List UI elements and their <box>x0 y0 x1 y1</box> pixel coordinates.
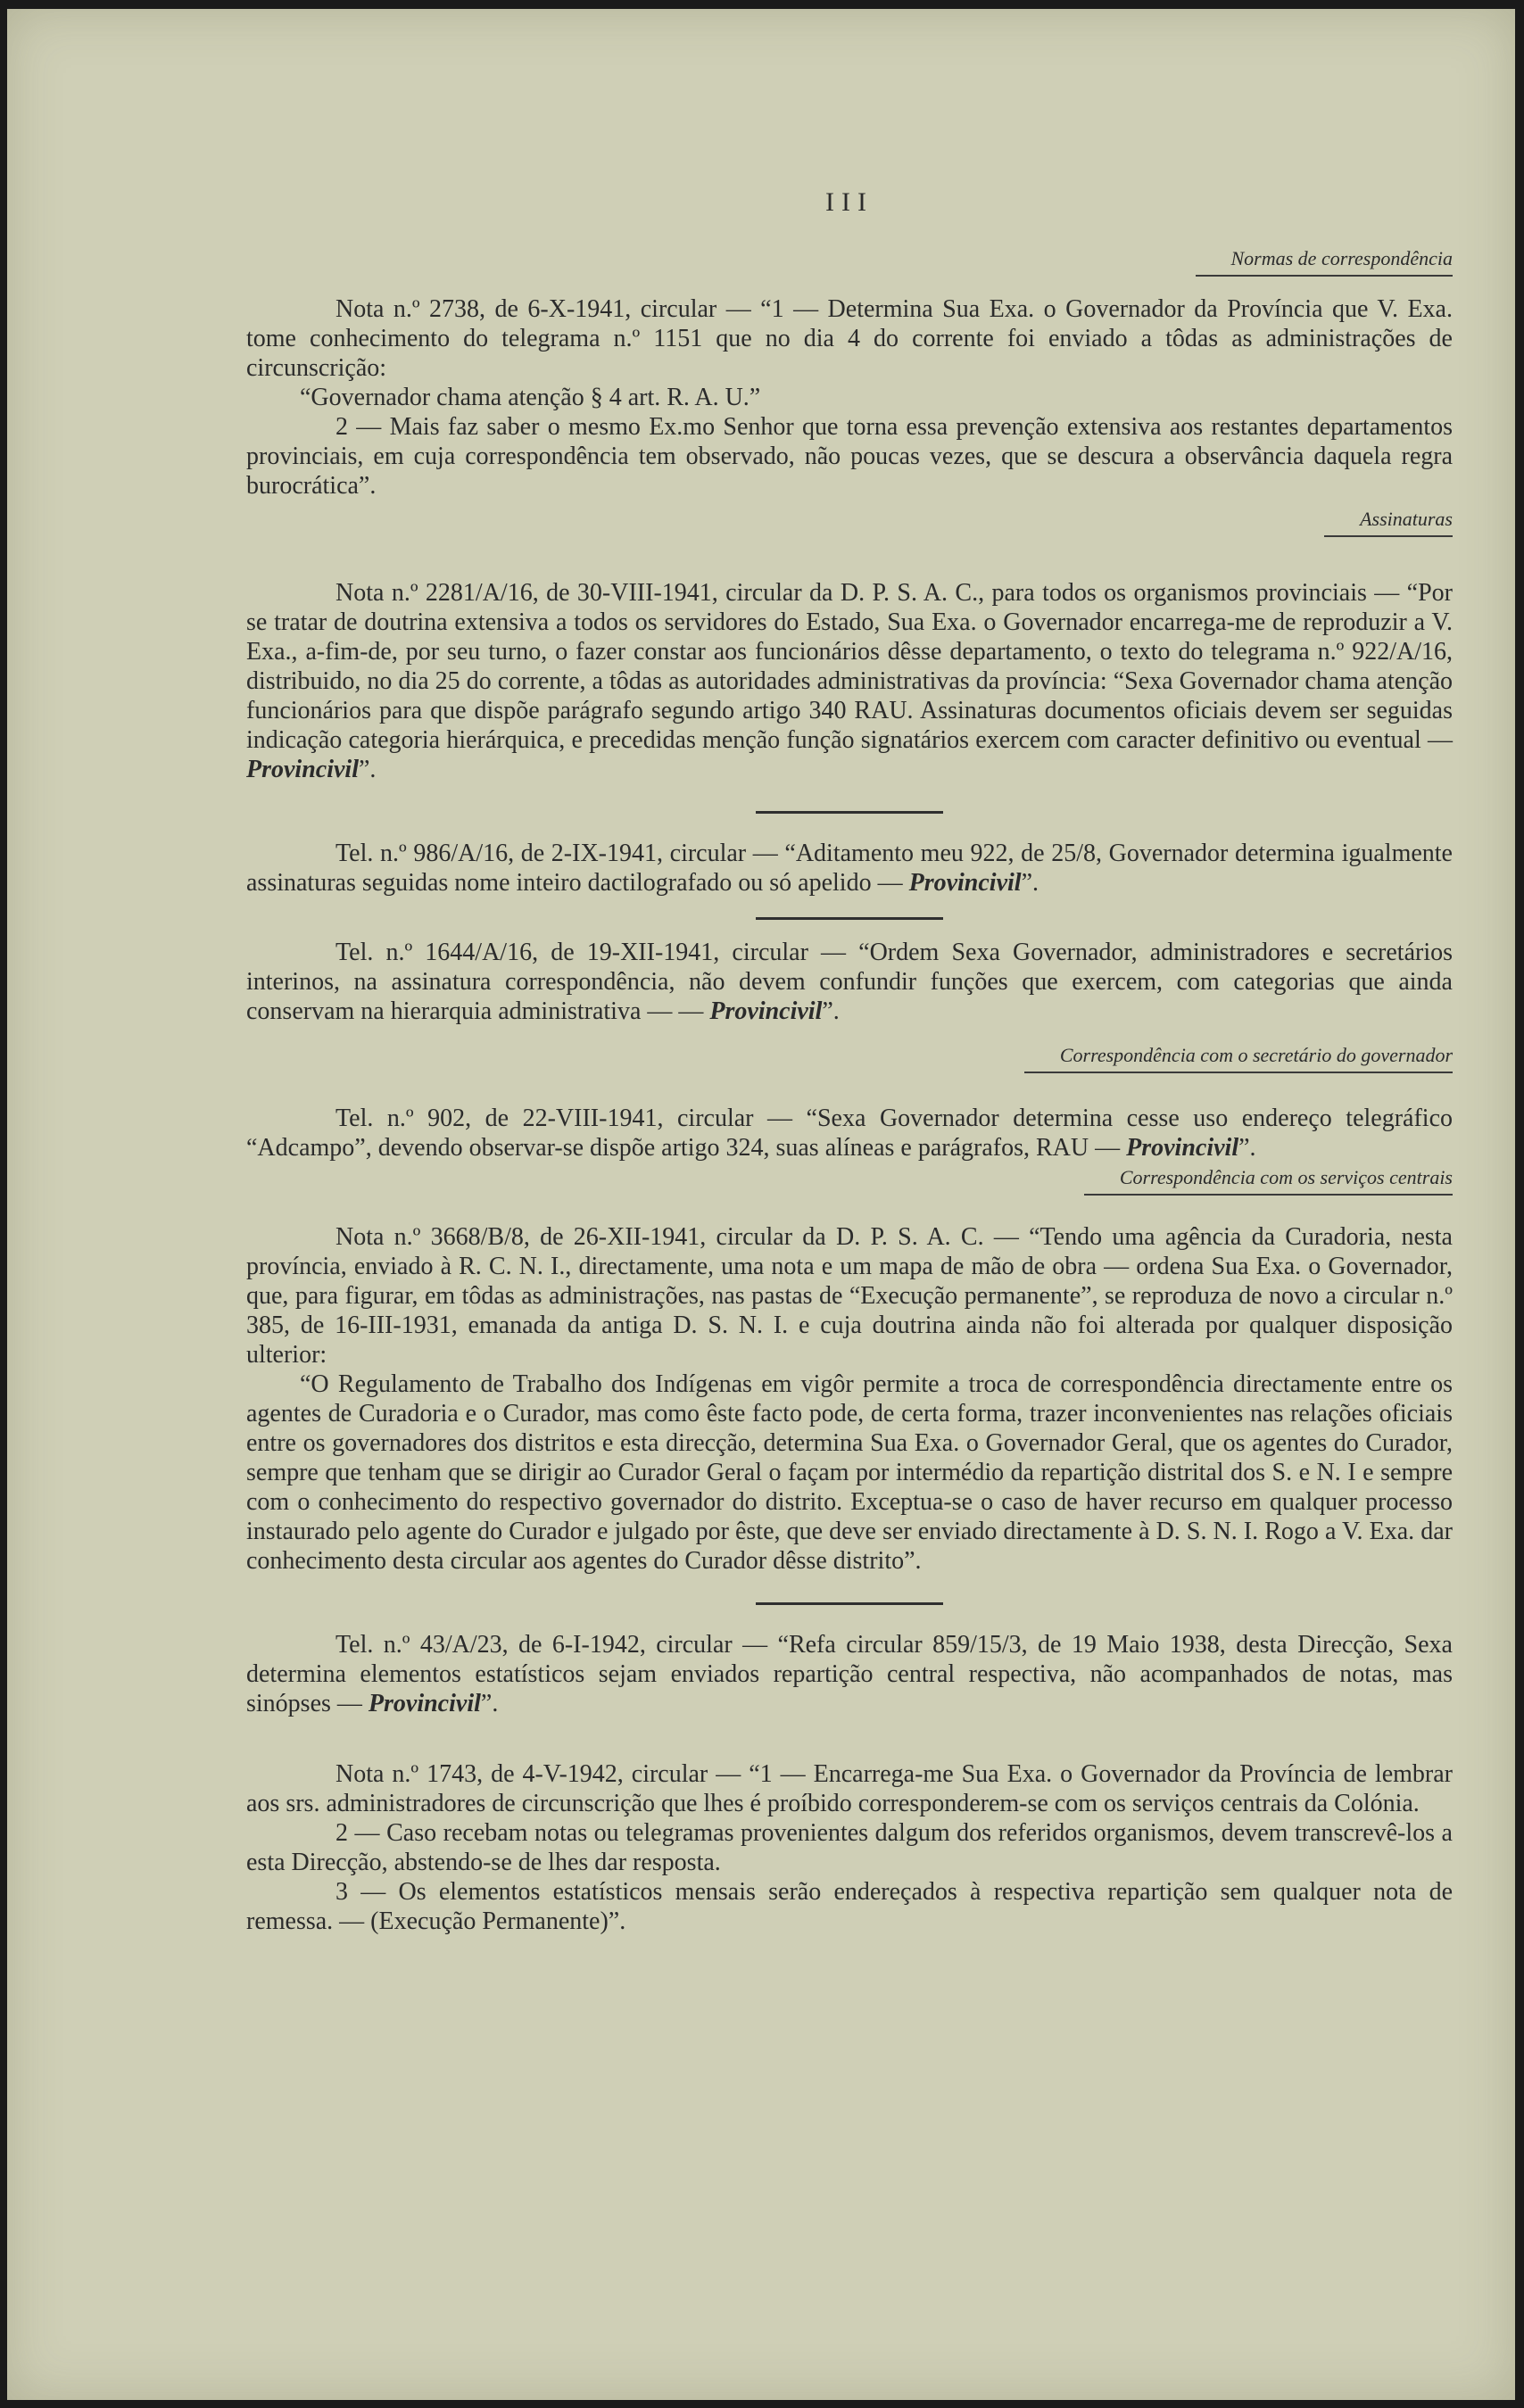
separator-rule <box>756 811 943 814</box>
paragraph: Tel. n.º 1644/A/16, de 19-XII-1941, circular — “Ordem Sexa Governador, administradores e secretários interinos, na assinatura correspondência, não devem confundir funções que exercem, com categorias que ainda conservam na hierarquia administrativa — — Provincivil”. <box>246 939 1453 1025</box>
signature-provincivil: Provincivil <box>246 756 359 783</box>
entry-tel-902 <box>246 1104 1453 1163</box>
entry-nota-2738 <box>246 294 1453 501</box>
paragraph: Nota n.º 2281/A/16, de 30-VIII-1941, circular da D. P. S. A. C., para todos os organismos provinciais — “Por se tratar de doutrina extensiva a todos os servidores do Estado, Sua Exa. o Governador encarrega-me de reproduzir a V. Exa., a-fim-de, por seu turno, o fazer constar aos funcionários dêsse departamento, o texto do telegrama n.º 922/A/16, distribuido, no dia 25 do corrente, a tôdas as autoridades administrativas da província: “Sexa Governador chama atenção funcionários para que dispõe parágrafo segundo artigo 340 RAU. Assinaturas documentos oficiais devem ser seguidas indicação categoria hierárquica, e precedidas menção função signatários exercem com caracter definitivo ou eventual — Provincivil”. <box>246 579 1453 783</box>
quoted-telegram: “Governador chama atenção § 4 art. R. A. U.” <box>300 384 761 411</box>
paragraph: Tel. n.º 43/A/23, de 6-I-1942, circular — “Refa circular 859/15/3, de 19 Maio 1938, desta Direcção, Sexa determina elementos estatísticos sejam enviados repartição central respectiva, não acompanhados de notas, mas sinópses — Provincivil”. <box>246 1631 1453 1717</box>
document-page <box>7 9 1515 2400</box>
page-content <box>246 187 1453 1936</box>
entry-tel-986 <box>246 839 1453 898</box>
paragraph: Tel. n.º 902, de 22-VIII-1941, circular — “Sexa Governador determina cesse uso endereço telegráfico “Adcampo”, devendo observar-se dispõe artigo 324, suas alíneas e parágrafos, RAU — Provincivil”. <box>246 1105 1453 1162</box>
heading-servicos-centrais: Correspondência com os serviços centrais <box>246 1163 1453 1196</box>
signature-provincivil: Provincivil <box>709 997 823 1025</box>
paragraph: Tel. n.º 986/A/16, de 2-IX-1941, circular — “Aditamento meu 922, de 25/8, Governador determina igualmente assinaturas seguidas nome inteiro dactilografado ou só apelido — Provincivil”. <box>246 840 1453 897</box>
quoted-circular: “O Regulamento de Trabalho dos Indígenas em vigôr permite a troca de correspondência directamente entre os agentes de Curadoria e o Curador, mas como êste facto pode, de certa forma, trazer inconvenientes nas relações oficiais entre os governadores dos distritos e esta direcção, determina Sua Exa. o Governador Geral, que os agentes do Curador, sempre que tenham que se dirigir ao Curador Geral o façam por intermédio da repartição distrital dos S. e N. I e sempre com o conhecimento do respectivo governador do distrito. Exceptua-se o caso de haver recurso em qualquer processo instaurado pelo agente do Curador e julgado por êste, que deve ser enviado directamente à D. S. N. I. Rogo a V. Exa. dar conhecimento desta circular aos agentes do Curador dêsse distrito”. <box>246 1370 1453 1575</box>
separator-rule <box>756 1602 943 1605</box>
entry-nota-3668 <box>246 1222 1453 1576</box>
numbered-paragraph: 2 — Mais faz saber o mesmo Ex.mo Senhor que torna essa prevenção extensiva aos restantes departamentos provinciais, em cuja correspondência tem observado, não poucas vezes, que se descura a observância daquela regra burocrática”. <box>246 413 1453 500</box>
heading-assinaturas: Assinaturas <box>246 504 1453 537</box>
separator-rule <box>756 917 943 920</box>
paragraph: Nota n.º 3668/B/8, de 26-XII-1941, circular da D. P. S. A. C. — “Tendo uma agência da Curadoria, nesta província, enviado à R. C. N. I., directamente, uma nota e um mapa de mão de obra — ordena Sua Exa. o Governador, que, para figurar, em tôdas as administrações, nas pastas de “Execução permanente”, se reproduza de novo a circular n.º 385, de 16-III-1931, emanada da antiga D. S. N. I. e cuja doutrina ainda não foi alterada por qualquer disposição ulterior: <box>246 1223 1453 1369</box>
entry-tel-43 <box>246 1630 1453 1718</box>
numbered-paragraph: 3 — Os elementos estatísticos mensais serão endereçados à respectiva repartição sem qualquer nota de remessa. — (Execução Permanente)”. <box>246 1878 1453 1935</box>
heading-secretario-governador: Correspondência com o secretário do governador <box>246 1040 1453 1073</box>
page-number: III <box>825 187 874 217</box>
paragraph: Nota n.º 2738, de 6-X-1941, circular — “1 — Determina Sua Exa. o Governador da Província que V. Exa. tome conhecimento do telegrama n.º 1151 que no dia 4 do corrente foi enviado a tôdas as administrações de circunscrição: <box>246 295 1453 382</box>
entry-nota-1743 <box>246 1759 1453 1936</box>
numbered-paragraph: 2 — Caso recebam notas ou telegramas provenientes dalgum dos referidos organismos, devem transcrevê-los a esta Direcção, abstendo-se de lhes dar resposta. <box>246 1819 1453 1876</box>
entry-nota-2281 <box>246 578 1453 784</box>
signature-provincivil: Provincivil <box>908 869 1022 897</box>
signature-provincivil: Provincivil <box>1126 1134 1239 1162</box>
paragraph: Nota n.º 1743, de 4-V-1942, circular — “1 — Encarrega-me Sua Exa. o Governador da Província de lembrar aos srs. administradores de circunscrição que lhes é proíbido corresponderem-se com os serviços centrais da Colónia. <box>246 1760 1453 1817</box>
heading-normas-correspondencia: Normas de correspondência <box>246 244 1453 277</box>
entry-tel-1644 <box>246 938 1453 1026</box>
signature-provincivil: Provincivil <box>368 1690 481 1717</box>
